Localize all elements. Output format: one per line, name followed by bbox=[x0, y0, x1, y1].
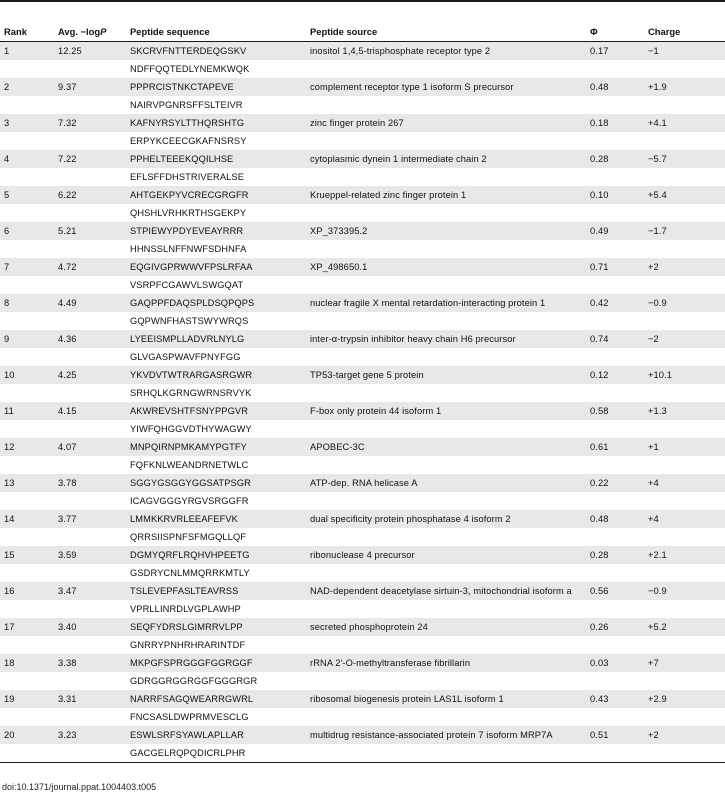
table-row bbox=[0, 582, 725, 600]
charge-cell: +4.1 bbox=[644, 114, 725, 132]
table-row-continuation bbox=[0, 492, 725, 510]
avg-logp-cell: 3.23 bbox=[54, 726, 126, 744]
rank-cell-empty bbox=[0, 456, 54, 474]
header-row bbox=[0, 22, 725, 42]
peptide-sequence-line-2: HHNSSLNFFNWFSDHNFA bbox=[126, 240, 306, 258]
phi-cell: 0.43 bbox=[586, 690, 644, 708]
charge-cell-empty bbox=[644, 240, 725, 258]
table-row-continuation bbox=[0, 672, 725, 690]
peptide-source-cell: nuclear fragile X mental retardation-interacting protein 1 bbox=[306, 294, 586, 312]
table-row-continuation bbox=[0, 708, 725, 726]
peptide-sequence-line-1: GAQPPFDAQSPLDSQPQPS bbox=[126, 294, 306, 312]
table-body bbox=[0, 42, 725, 763]
table-row-continuation bbox=[0, 564, 725, 582]
charge-cell-empty bbox=[644, 420, 725, 438]
avg-logp-cell-empty bbox=[54, 708, 126, 726]
rank-cell-empty bbox=[0, 528, 54, 546]
rank-cell-empty bbox=[0, 132, 54, 150]
peptide-source-cell: ATP-dep. RNA helicase A bbox=[306, 474, 586, 492]
table-row bbox=[0, 474, 725, 492]
charge-cell: +2 bbox=[644, 726, 725, 744]
charge-cell: −2 bbox=[644, 330, 725, 348]
rank-cell-empty bbox=[0, 312, 54, 330]
avg-logp-cell-empty bbox=[54, 204, 126, 222]
header-peptide-sequence: Peptide sequence bbox=[126, 22, 306, 42]
peptide-source-cell-empty bbox=[306, 240, 586, 258]
avg-logp-cell: 4.49 bbox=[54, 294, 126, 312]
charge-cell-empty bbox=[644, 672, 725, 690]
avg-logp-cell-empty bbox=[54, 672, 126, 690]
peptide-sequence-line-2: FQFKNLWEANDRNETWLC bbox=[126, 456, 306, 474]
charge-cell: +2 bbox=[644, 258, 725, 276]
avg-logp-cell-empty bbox=[54, 240, 126, 258]
peptide-source-cell: ribosomal biogenesis protein LAS1L isoform 1 bbox=[306, 690, 586, 708]
phi-cell: 0.10 bbox=[586, 186, 644, 204]
peptide-source-cell: cytoplasmic dynein 1 intermediate chain 2 bbox=[306, 150, 586, 168]
top-rule bbox=[0, 0, 725, 2]
peptide-sequence-line-1: TSLEVEPFASLTEAVRSS bbox=[126, 582, 306, 600]
charge-cell-empty bbox=[644, 636, 725, 654]
peptide-source-cell-empty bbox=[306, 744, 586, 763]
table-row-continuation bbox=[0, 312, 725, 330]
peptide-sequence-line-1: AKWREVSHTFSNYPPGVR bbox=[126, 402, 306, 420]
table-row bbox=[0, 42, 725, 61]
charge-cell: +5.4 bbox=[644, 186, 725, 204]
charge-cell-empty bbox=[644, 528, 725, 546]
peptide-source-cell-empty bbox=[306, 492, 586, 510]
charge-cell: −0.9 bbox=[644, 582, 725, 600]
peptide-sequence-line-1: STPIEWYPDYEVEAYRRR bbox=[126, 222, 306, 240]
peptide-sequence-line-2: VSRPFCGAWVLSWGQAT bbox=[126, 276, 306, 294]
table-row bbox=[0, 330, 725, 348]
rank-cell-empty bbox=[0, 204, 54, 222]
peptide-sequence-line-2: GACGELRQPQDICRLPHR bbox=[126, 744, 306, 763]
phi-cell-empty bbox=[586, 672, 644, 690]
phi-cell-empty bbox=[586, 276, 644, 294]
rank-cell: 2 bbox=[0, 78, 54, 96]
peptide-source-cell: ribonuclease 4 precursor bbox=[306, 546, 586, 564]
rank-cell-empty bbox=[0, 384, 54, 402]
avg-logp-cell-empty bbox=[54, 600, 126, 618]
table-row-continuation bbox=[0, 420, 725, 438]
phi-cell-empty bbox=[586, 96, 644, 114]
table-row-continuation bbox=[0, 528, 725, 546]
peptide-source-cell-empty bbox=[306, 276, 586, 294]
table-row bbox=[0, 222, 725, 240]
phi-cell-empty bbox=[586, 636, 644, 654]
peptide-source-cell: multidrug resistance-associated protein 7 isoform MRP7A bbox=[306, 726, 586, 744]
peptide-sequence-line-2: GSDRYCNLMMQRRKMTLY bbox=[126, 564, 306, 582]
avg-logp-cell-empty bbox=[54, 528, 126, 546]
avg-logp-cell-empty bbox=[54, 312, 126, 330]
phi-cell-empty bbox=[586, 168, 644, 186]
table-row bbox=[0, 78, 725, 96]
rank-cell: 11 bbox=[0, 402, 54, 420]
table-row bbox=[0, 366, 725, 384]
table-row-continuation bbox=[0, 168, 725, 186]
peptide-source-cell: XP_498650.1 bbox=[306, 258, 586, 276]
charge-cell: +5.2 bbox=[644, 618, 725, 636]
table-row bbox=[0, 726, 725, 744]
peptide-source-cell-empty bbox=[306, 600, 586, 618]
rank-cell: 19 bbox=[0, 690, 54, 708]
peptide-sequence-line-1: DGMYQRFLRQHVHPEETG bbox=[126, 546, 306, 564]
table-row-continuation bbox=[0, 96, 725, 114]
peptide-sequence-line-1: EQGIVGPRWWVFPSLRFAA bbox=[126, 258, 306, 276]
table-row bbox=[0, 114, 725, 132]
rank-cell: 6 bbox=[0, 222, 54, 240]
peptide-source-cell: NAD-dependent deacetylase sirtuin-3, mitochondrial isoform a bbox=[306, 582, 586, 600]
charge-cell-empty bbox=[644, 60, 725, 78]
phi-cell: 0.22 bbox=[586, 474, 644, 492]
peptide-sequence-line-1: SEQFYDRSLGIMRRVLPP bbox=[126, 618, 306, 636]
avg-logp-cell: 3.47 bbox=[54, 582, 126, 600]
rank-cell-empty bbox=[0, 708, 54, 726]
avg-logp-cell-empty bbox=[54, 276, 126, 294]
phi-cell: 0.56 bbox=[586, 582, 644, 600]
phi-cell-empty bbox=[586, 312, 644, 330]
peptide-sequence-line-1: MNPQIRNPMKAMYPGTFY bbox=[126, 438, 306, 456]
peptide-source-cell: inositol 1,4,5-trisphosphate receptor type 2 bbox=[306, 42, 586, 61]
phi-cell: 0.49 bbox=[586, 222, 644, 240]
rank-cell-empty bbox=[0, 168, 54, 186]
peptide-sequence-line-2: GLVGASPWAVFPNYFGG bbox=[126, 348, 306, 366]
peptide-source-cell-empty bbox=[306, 528, 586, 546]
peptide-sequence-line-2: SRHQLKGRNGWRNSRVYK bbox=[126, 384, 306, 402]
peptide-source-cell-empty bbox=[306, 384, 586, 402]
table-row-continuation bbox=[0, 384, 725, 402]
rank-cell: 17 bbox=[0, 618, 54, 636]
avg-logp-cell: 6.22 bbox=[54, 186, 126, 204]
peptide-sequence-line-1: LYEEISMPLLADVRLNYLG bbox=[126, 330, 306, 348]
rank-cell-empty bbox=[0, 672, 54, 690]
rank-cell: 5 bbox=[0, 186, 54, 204]
table-row bbox=[0, 690, 725, 708]
rank-cell: 10 bbox=[0, 366, 54, 384]
phi-cell-empty bbox=[586, 564, 644, 582]
header-avg-neglogp bbox=[54, 22, 126, 42]
avg-logp-cell-empty bbox=[54, 420, 126, 438]
charge-cell: −1.7 bbox=[644, 222, 725, 240]
charge-cell: +10.1 bbox=[644, 366, 725, 384]
charge-cell-empty bbox=[644, 168, 725, 186]
phi-cell-empty bbox=[586, 420, 644, 438]
rank-cell-empty bbox=[0, 276, 54, 294]
avg-logp-cell-empty bbox=[54, 564, 126, 582]
rank-cell-empty bbox=[0, 420, 54, 438]
charge-cell: +1.9 bbox=[644, 78, 725, 96]
charge-cell: +4 bbox=[644, 510, 725, 528]
peptide-sequence-line-2: GQPWNFHASTSWYWRQS bbox=[126, 312, 306, 330]
peptide-source-cell: TP53-target gene 5 protein bbox=[306, 366, 586, 384]
rank-cell-empty bbox=[0, 492, 54, 510]
phi-cell-empty bbox=[586, 492, 644, 510]
table-row-continuation bbox=[0, 744, 725, 763]
peptide-sequence-line-2: QHSHLVRHKRTHSGEKPY bbox=[126, 204, 306, 222]
peptide-source-cell-empty bbox=[306, 132, 586, 150]
rank-cell-empty bbox=[0, 744, 54, 763]
avg-logp-cell: 4.07 bbox=[54, 438, 126, 456]
rank-cell-empty bbox=[0, 636, 54, 654]
peptide-source-cell: secreted phosphoprotein 24 bbox=[306, 618, 586, 636]
peptide-source-cell-empty bbox=[306, 636, 586, 654]
table-row-continuation bbox=[0, 600, 725, 618]
avg-logp-cell: 3.77 bbox=[54, 510, 126, 528]
rank-cell-empty bbox=[0, 348, 54, 366]
avg-logp-cell: 3.40 bbox=[54, 618, 126, 636]
table-row bbox=[0, 402, 725, 420]
rank-cell: 15 bbox=[0, 546, 54, 564]
peptide-sequence-line-2: ERPYKCEECGKAFNSRSY bbox=[126, 132, 306, 150]
rank-cell: 7 bbox=[0, 258, 54, 276]
peptide-sequence-line-1: SKCRVFNTTERDEQGSKV bbox=[126, 42, 306, 61]
peptide-sequence-line-2: GDRGGRGGRGGFGGGRGR bbox=[126, 672, 306, 690]
peptide-sequence-line-2: QRRSIISPNFSFMGQLLQF bbox=[126, 528, 306, 546]
peptide-sequence-line-2: YIWFQHGGVDTHYWAGWY bbox=[126, 420, 306, 438]
phi-cell: 0.74 bbox=[586, 330, 644, 348]
charge-cell-empty bbox=[644, 384, 725, 402]
table-row bbox=[0, 654, 725, 672]
rank-cell: 12 bbox=[0, 438, 54, 456]
peptide-sequence-line-1: SGGYGSGGYGGSATPSGR bbox=[126, 474, 306, 492]
header-phi: Φ bbox=[586, 22, 644, 42]
rank-cell: 3 bbox=[0, 114, 54, 132]
charge-cell: −0.9 bbox=[644, 294, 725, 312]
avg-logp-cell-empty bbox=[54, 348, 126, 366]
phi-cell: 0.12 bbox=[586, 366, 644, 384]
avg-logp-cell-empty bbox=[54, 132, 126, 150]
charge-cell: +7 bbox=[644, 654, 725, 672]
charge-cell-empty bbox=[644, 132, 725, 150]
avg-logp-cell: 3.59 bbox=[54, 546, 126, 564]
table-row bbox=[0, 294, 725, 312]
phi-cell-empty bbox=[586, 708, 644, 726]
peptide-sequence-line-2: NDFFQQTEDLYNEMKWQK bbox=[126, 60, 306, 78]
rank-cell-empty bbox=[0, 96, 54, 114]
peptide-source-cell: complement receptor type 1 isoform S precursor bbox=[306, 78, 586, 96]
table-row bbox=[0, 258, 725, 276]
rank-cell-empty bbox=[0, 564, 54, 582]
peptide-sequence-line-1: YKVDVTWTRARGASRGWR bbox=[126, 366, 306, 384]
charge-cell: +4 bbox=[644, 474, 725, 492]
charge-cell-empty bbox=[644, 600, 725, 618]
avg-logp-cell: 9.37 bbox=[54, 78, 126, 96]
charge-cell: +2.1 bbox=[644, 546, 725, 564]
phi-cell: 0.48 bbox=[586, 78, 644, 96]
phi-cell: 0.42 bbox=[586, 294, 644, 312]
phi-cell-empty bbox=[586, 240, 644, 258]
table-row-continuation bbox=[0, 636, 725, 654]
phi-cell-empty bbox=[586, 60, 644, 78]
avg-logp-cell-empty bbox=[54, 492, 126, 510]
table-row bbox=[0, 618, 725, 636]
doi-caption: doi:10.1371/journal.ppat.1004403.t005 bbox=[2, 782, 157, 792]
avg-logp-cell: 4.36 bbox=[54, 330, 126, 348]
table-row bbox=[0, 150, 725, 168]
phi-cell: 0.71 bbox=[586, 258, 644, 276]
avg-logp-cell: 12.25 bbox=[54, 42, 126, 61]
peptide-sequence-line-1: ESWLSRFSYAWLAPLLAR bbox=[126, 726, 306, 744]
phi-cell: 0.51 bbox=[586, 726, 644, 744]
avg-logp-cell-empty bbox=[54, 60, 126, 78]
peptide-sequence-line-1: LMMKKRVRLEEAFEFVK bbox=[126, 510, 306, 528]
charge-cell-empty bbox=[644, 708, 725, 726]
charge-cell: +1.3 bbox=[644, 402, 725, 420]
table-row-continuation bbox=[0, 60, 725, 78]
phi-cell: 0.58 bbox=[586, 402, 644, 420]
header-charge: Charge bbox=[644, 22, 725, 42]
peptide-source-cell-empty bbox=[306, 456, 586, 474]
peptide-source-cell-empty bbox=[306, 204, 586, 222]
peptide-source-cell: zinc finger protein 267 bbox=[306, 114, 586, 132]
peptide-source-cell-empty bbox=[306, 564, 586, 582]
header-p-symbol: P bbox=[100, 26, 107, 37]
avg-logp-cell: 3.78 bbox=[54, 474, 126, 492]
avg-logp-cell: 5.21 bbox=[54, 222, 126, 240]
table-row-continuation bbox=[0, 276, 725, 294]
phi-cell-empty bbox=[586, 456, 644, 474]
avg-logp-cell-empty bbox=[54, 744, 126, 763]
peptide-source-cell-empty bbox=[306, 96, 586, 114]
header-avg-neglog-text: Avg. −log bbox=[58, 26, 101, 37]
phi-cell: 0.28 bbox=[586, 150, 644, 168]
peptide-source-cell: Krueppel-related zinc finger protein 1 bbox=[306, 186, 586, 204]
rank-cell: 8 bbox=[0, 294, 54, 312]
peptide-sequence-line-2: GNRRYPNHRHRARINTDF bbox=[126, 636, 306, 654]
phi-cell-empty bbox=[586, 384, 644, 402]
phi-cell: 0.03 bbox=[586, 654, 644, 672]
rank-cell: 9 bbox=[0, 330, 54, 348]
rank-cell: 14 bbox=[0, 510, 54, 528]
charge-cell-empty bbox=[644, 744, 725, 763]
avg-logp-cell: 4.15 bbox=[54, 402, 126, 420]
peptide-source-cell-empty bbox=[306, 708, 586, 726]
avg-logp-cell-empty bbox=[54, 168, 126, 186]
peptide-source-cell-empty bbox=[306, 420, 586, 438]
peptide-sequence-line-1: PPPRCISTNKCTAPEVE bbox=[126, 78, 306, 96]
phi-cell: 0.18 bbox=[586, 114, 644, 132]
phi-cell-empty bbox=[586, 348, 644, 366]
charge-cell-empty bbox=[644, 276, 725, 294]
charge-cell-empty bbox=[644, 456, 725, 474]
table-row-continuation bbox=[0, 456, 725, 474]
table-row-continuation bbox=[0, 204, 725, 222]
table-row bbox=[0, 546, 725, 564]
avg-logp-cell: 4.25 bbox=[54, 366, 126, 384]
table-row-continuation bbox=[0, 132, 725, 150]
rank-cell: 1 bbox=[0, 42, 54, 61]
phi-cell-empty bbox=[586, 600, 644, 618]
table-row bbox=[0, 438, 725, 456]
peptide-sequence-line-2: NAIRVPGNRSFFSLTEIVR bbox=[126, 96, 306, 114]
phi-cell: 0.26 bbox=[586, 618, 644, 636]
peptide-source-cell: XP_373395.2 bbox=[306, 222, 586, 240]
rank-cell: 13 bbox=[0, 474, 54, 492]
peptide-sequence-line-1: NARRFSAGQWEARRGWRL bbox=[126, 690, 306, 708]
rank-cell-empty bbox=[0, 600, 54, 618]
phi-cell-empty bbox=[586, 132, 644, 150]
avg-logp-cell: 4.72 bbox=[54, 258, 126, 276]
peptide-source-cell-empty bbox=[306, 60, 586, 78]
peptide-source-cell-empty bbox=[306, 348, 586, 366]
charge-cell-empty bbox=[644, 96, 725, 114]
phi-cell-empty bbox=[586, 204, 644, 222]
rank-cell: 18 bbox=[0, 654, 54, 672]
charge-cell-empty bbox=[644, 492, 725, 510]
avg-logp-cell: 3.31 bbox=[54, 690, 126, 708]
header-peptide-source: Peptide source bbox=[306, 22, 586, 42]
phi-cell-empty bbox=[586, 528, 644, 546]
peptide-sequence-line-2: ICAGVGGGYRGVSRGGFR bbox=[126, 492, 306, 510]
peptide-source-cell-empty bbox=[306, 312, 586, 330]
peptide-sequence-line-2: VPRLLINRDLVGPLAWHP bbox=[126, 600, 306, 618]
table-row bbox=[0, 186, 725, 204]
table-row-continuation bbox=[0, 240, 725, 258]
charge-cell-empty bbox=[644, 564, 725, 582]
table-row bbox=[0, 510, 725, 528]
phi-cell: 0.28 bbox=[586, 546, 644, 564]
peptide-sequence-line-2: EFLSFFDHSTRIVERALSE bbox=[126, 168, 306, 186]
peptide-source-cell-empty bbox=[306, 168, 586, 186]
peptide-sequence-line-1: MKPGFSPRGGGFGGRGGF bbox=[126, 654, 306, 672]
peptide-sequence-line-1: PPHELTEEEKQQILHSE bbox=[126, 150, 306, 168]
charge-cell: +1 bbox=[644, 438, 725, 456]
phi-cell: 0.61 bbox=[586, 438, 644, 456]
peptide-sequence-line-2: FNCSASLDWPRMVESCLG bbox=[126, 708, 306, 726]
avg-logp-cell: 7.32 bbox=[54, 114, 126, 132]
charge-cell: +2.9 bbox=[644, 690, 725, 708]
charge-cell-empty bbox=[644, 348, 725, 366]
phi-cell: 0.48 bbox=[586, 510, 644, 528]
peptide-source-cell: inter-α-trypsin inhibitor heavy chain H6 precursor bbox=[306, 330, 586, 348]
charge-cell-empty bbox=[644, 312, 725, 330]
charge-cell: −1 bbox=[644, 42, 725, 61]
peptide-source-cell: dual specificity protein phosphatase 4 isoform 2 bbox=[306, 510, 586, 528]
rank-cell-empty bbox=[0, 240, 54, 258]
avg-logp-cell: 7.22 bbox=[54, 150, 126, 168]
avg-logp-cell-empty bbox=[54, 96, 126, 114]
peptide-source-cell-empty bbox=[306, 672, 586, 690]
table-row-continuation bbox=[0, 348, 725, 366]
phi-cell: 0.17 bbox=[586, 42, 644, 61]
rank-cell: 16 bbox=[0, 582, 54, 600]
rank-cell-empty bbox=[0, 60, 54, 78]
charge-cell: −5.7 bbox=[644, 150, 725, 168]
peptide-table bbox=[0, 22, 725, 763]
avg-logp-cell: 3.38 bbox=[54, 654, 126, 672]
peptide-sequence-line-1: KAFNYRSYLTTHQRSHTG bbox=[126, 114, 306, 132]
peptide-source-cell: rRNA 2′-O-methyltransferase fibrillarin bbox=[306, 654, 586, 672]
avg-logp-cell-empty bbox=[54, 636, 126, 654]
peptide-source-cell: F-box only protein 44 isoform 1 bbox=[306, 402, 586, 420]
peptide-sequence-line-1: AHTGEKPYVCRECGRGFR bbox=[126, 186, 306, 204]
peptide-source-cell: APOBEC-3C bbox=[306, 438, 586, 456]
header-rank: Rank bbox=[0, 22, 54, 42]
charge-cell-empty bbox=[644, 204, 725, 222]
rank-cell: 4 bbox=[0, 150, 54, 168]
rank-cell: 20 bbox=[0, 726, 54, 744]
avg-logp-cell-empty bbox=[54, 456, 126, 474]
phi-cell-empty bbox=[586, 744, 644, 763]
avg-logp-cell-empty bbox=[54, 384, 126, 402]
